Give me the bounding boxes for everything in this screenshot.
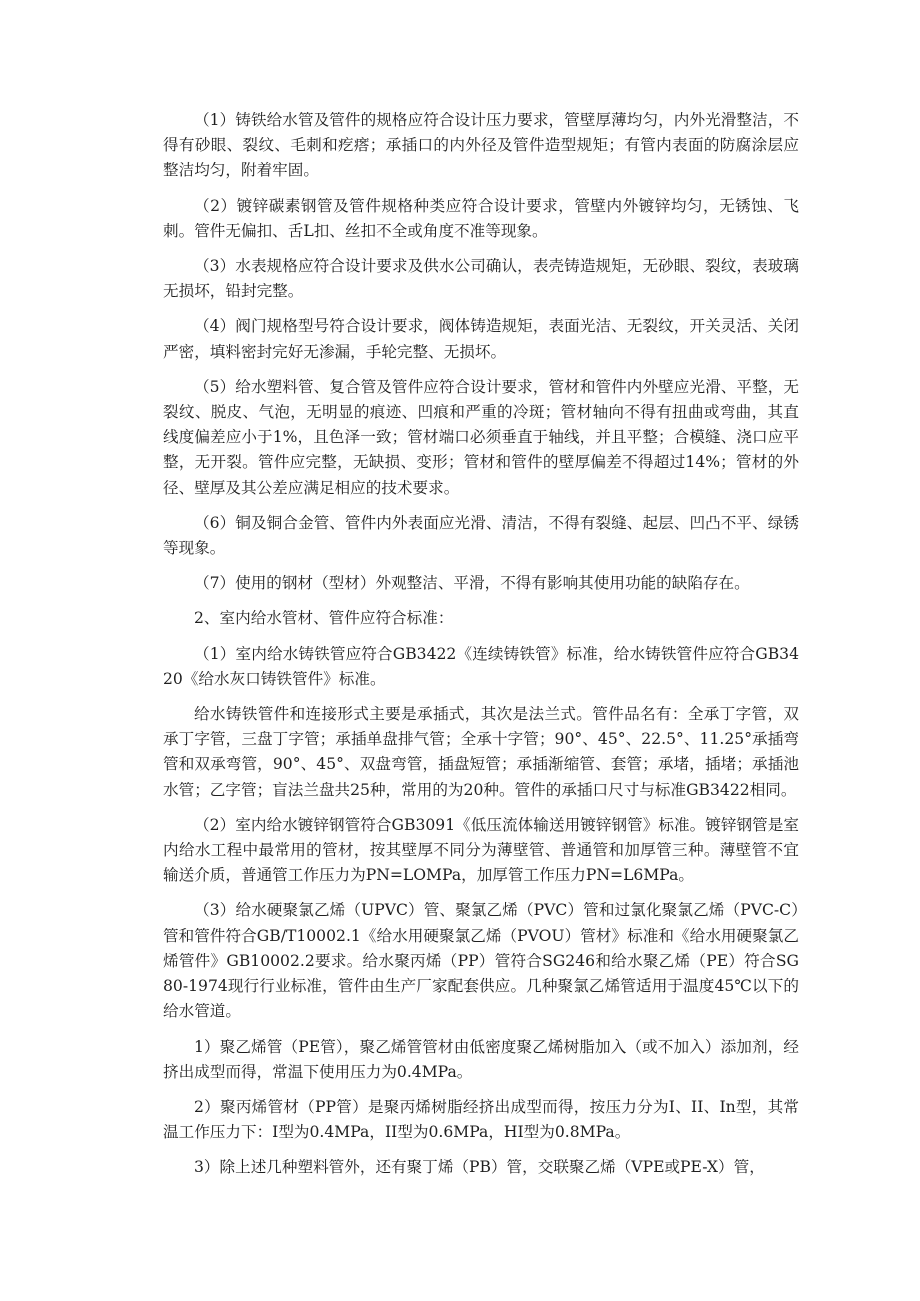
paragraph-galvanized-steel-pipe: （2）镀锌碳素钢管及管件规格种类应符合设计要求，管壁内外镀锌均匀，无锈蚀、飞刺。管件无偏扣、舌L扣、丝扣不全或角度不准等现象。 (163, 196, 799, 240)
paragraph-cast-iron-fittings: 给水铸铁管件和连接形式主要是承插式，其次是法兰式。管件品名有：全承丁字管，双承丁字管，三盘丁字管；承插单盘排气管；全承十字管；90°、45°、22.5°、11.25°承插弯管和双承弯管，90°、45°、双盘弯管，插盘短管；承插渐缩管、套管；承堵，插堵；承插池水管；乙字管；盲法兰盘共25种，常用的为20种。管件的承插口尺寸与标准GB3422相同。 (163, 705, 799, 799)
paragraph-valve: （4）阀门规格型号符合设计要求，阀体铸造规矩，表面光洁、无裂纹，开关灵活、关闭严密，填料密封完好无渗漏，手轮完整、无损坏。 (163, 317, 799, 361)
paragraph-cast-iron-pipe: （1）铸铁给水管及管件的规格应符合设计压力要求，管壁厚薄均匀，内外光滑整洁，不得有砂眼、裂纹、毛刺和疙瘩；承插口的内外径及管件造型规矩；有管内表面的防腐涂层应整洁均匀，附着牢固。 (163, 111, 799, 180)
paragraph-plastic-pipe: （5）给水塑料管、复合管及管件应符合设计要求，管材和管件内外壁应光滑、平整，无裂纹、脱皮、气泡，无明显的痕迹、凹痕和严重的冷斑；管材轴向不得有扭曲或弯曲，其直线度偏差应小于1%，且色泽一致；管材端口必须垂直于轴线，并且平整；合模缝、浇口应平整，无开裂。管件应完整，无缺损、变形；管材和管件的壁厚偏差不得超过14%；管材的外径、壁厚及其公差应满足相应的技术要求。 (163, 377, 799, 497)
section-heading-indoor-standards: 2、室内给水管材、管件应符合标准： (194, 609, 454, 628)
paragraph-pp-pipe: 2）聚丙烯管材（PP管）是聚丙烯树脂经挤出成型而得，按压力分为I、II、In型，其常温工作压力下：I型为0.4MPa，II型为0.6MPa，HI型为0.8MPa。 (163, 1097, 799, 1142)
document-body (163, 108, 799, 1191)
paragraph-indoor-galvanized: （2）室内给水镀锌钢管符合GB3091《低压流体输送用镀锌钢管》标准。镀锌钢管是室内给水工程中最常用的管材，按其壁厚不同分为薄壁管、普通管和加厚管三种。薄壁管不宜输送介质，普通管工作压力为PN=LOMPa，加厚管工作压力PN=L6MPa。 (163, 815, 799, 885)
paragraph-indoor-cast-iron: （1）室内给水铸铁管应符合GB3422《连续铸铁管》标准，给水铸铁管件应符合GB3420《给水灰口铸铁管件》标准。 (163, 644, 799, 688)
paragraph-water-meter: （3）水表规格应符合设计要求及供水公司确认，表壳铸造规矩，无砂眼、裂纹，表玻璃无损坏，铅封完整。 (163, 257, 799, 301)
paragraph-pe-pipe: 1）聚乙烯管（PE管），聚乙烯管管材由低密度聚乙烯树脂加入（或不加入）添加剂，经挤出成型而得，常温下使用压力为0.4MPa。 (163, 1037, 799, 1081)
paragraph-copper-pipe: （6）铜及铜合金管、管件内外表面应光滑、清洁，不得有裂缝、起层、凹凸不平、绿锈等现象。 (163, 513, 799, 558)
paragraph-pvc-pipe: （3）给水硬聚氯乙烯（UPVC）管、聚氯乙烯（PVC）管和过氯化聚氯乙烯（PVC-C）管和管件符合GB/T10002.1《给水用硬聚氯乙烯（PVOU）管材》标准和《给水用硬聚氯乙烯管件》GB10002.2要求。给水聚丙烯（PP）管符合SG246和给水聚乙烯（PE）符合SG80-1974现行行业标准，管件由生产厂家配套供应。几种聚氯乙烯管适用于温度45℃以下的给水管道。 (163, 901, 799, 1021)
paragraph-steel-material: （7）使用的钢材（型材）外观整洁、平滑，不得有影响其使用功能的缺陷存在。 (194, 574, 750, 593)
paragraph-other-plastic-pipe: 3）除上述几种塑料管外，还有聚丁烯（PB）管，交联聚乙烯（VPE或PE-X）管， (194, 1158, 765, 1177)
